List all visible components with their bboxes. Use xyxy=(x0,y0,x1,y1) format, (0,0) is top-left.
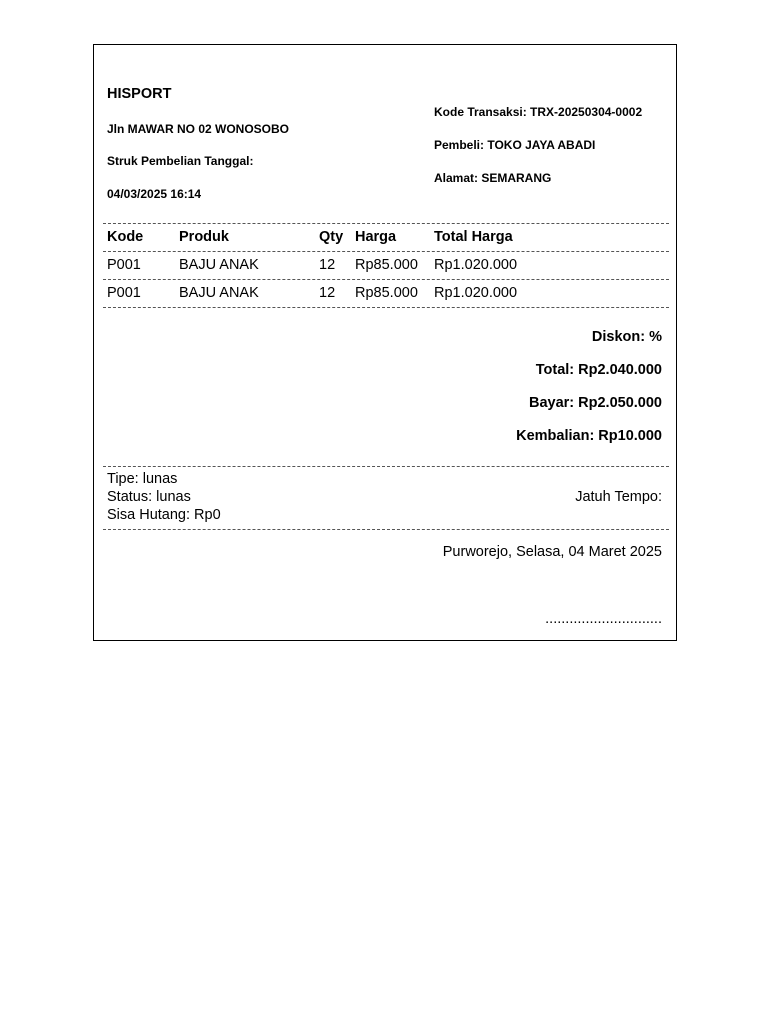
store-address: Jln MAWAR NO 02 WONOSOBO xyxy=(107,122,290,136)
remaining-debt: Sisa Hutang: Rp0 xyxy=(107,507,221,523)
transaction-code: Kode Transaksi: TRX-20250304-0002 xyxy=(434,105,643,119)
header-produk: Produk xyxy=(179,229,229,245)
row-produk: BAJU ANAK xyxy=(179,285,259,301)
store-name: HISPORT xyxy=(107,86,172,102)
receipt xyxy=(93,44,677,641)
header-kode: Kode xyxy=(107,229,144,245)
divider xyxy=(103,223,669,224)
date-label: Struk Pembelian Tanggal: xyxy=(107,154,254,168)
row-harga: Rp85.000 xyxy=(355,285,418,301)
due-date: Jatuh Tempo: xyxy=(575,489,662,505)
total: Total: Rp2.040.000 xyxy=(535,362,662,378)
divider xyxy=(103,307,669,308)
place-date: Purworejo, Selasa, 04 Maret 2025 xyxy=(442,544,662,560)
buyer-address: Alamat: SEMARANG xyxy=(434,171,552,185)
change: Kembalian: Rp10.000 xyxy=(516,428,662,444)
row-harga: Rp85.000 xyxy=(355,257,418,273)
signature-line: ............................. xyxy=(545,611,662,627)
row-kode: P001 xyxy=(107,285,141,301)
row-qty: 12 xyxy=(319,285,336,301)
header-qty: Qty xyxy=(319,229,344,245)
header-harga: Harga xyxy=(355,229,397,245)
divider xyxy=(103,279,669,280)
header-total-harga: Total Harga xyxy=(434,229,513,245)
row-kode: P001 xyxy=(107,257,141,273)
row-total-harga: Rp1.020.000 xyxy=(434,257,518,273)
row-total-harga: Rp1.020.000 xyxy=(434,285,518,301)
amount-paid: Bayar: Rp2.050.000 xyxy=(529,395,662,411)
divider xyxy=(103,251,669,252)
discount: Diskon: % xyxy=(591,329,662,345)
row-produk: BAJU ANAK xyxy=(179,257,259,273)
transaction-datetime: 04/03/2025 16:14 xyxy=(107,187,202,201)
payment-type: Tipe: lunas xyxy=(107,471,178,487)
divider xyxy=(103,466,669,467)
buyer-name: Pembeli: TOKO JAYA ABADI xyxy=(434,138,596,152)
row-qty: 12 xyxy=(319,257,336,273)
payment-status: Status: lunas xyxy=(107,489,191,505)
divider xyxy=(103,529,669,530)
